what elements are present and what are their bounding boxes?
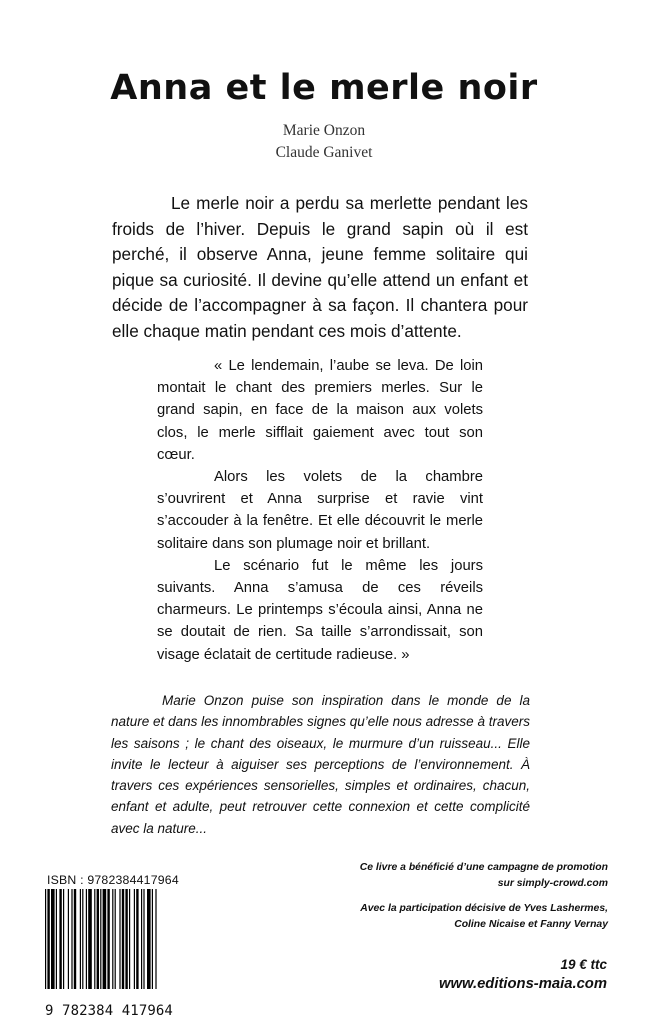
- participation-line: Coline Nicaise et Fanny Vernay: [454, 918, 608, 930]
- isbn-label: ISBN : 9782384417964: [47, 873, 179, 887]
- barcode-bar: [147, 889, 151, 989]
- barcode-bar: [152, 889, 153, 989]
- promotion-line: sur simply-crowd.com: [497, 877, 608, 889]
- participation-note: [288, 901, 608, 932]
- promotion-note: [288, 860, 608, 891]
- barcode-bar: [63, 889, 64, 989]
- barcode-bar: [125, 889, 127, 989]
- excerpt-paragraph: Alors les volets de la chambre s’ouvrirent et Anna surprise et ravie vint s’accouder à la fenêtre. Et elle découvrit le merle solitaire dans son plumage noir et brillant.: [157, 469, 483, 552]
- barcode-bar: [107, 889, 109, 989]
- barcode-bar: [59, 889, 61, 989]
- barcode-bar: [71, 889, 72, 989]
- promotion-line: Ce livre a bénéficié d’une campagne de promotion: [359, 862, 608, 873]
- book-title: Anna et le merle noir: [110, 68, 538, 108]
- barcode-bar: [136, 889, 138, 989]
- publisher-website: www.editions-maia.com: [438, 976, 607, 992]
- barcode-digits: 9 782384 417964: [45, 1003, 173, 1019]
- barcode-bar: [103, 889, 107, 989]
- author-bio: Marie Onzon puise son inspiration dans le monde de la nature et dans les innombrables signes qu’elle nous adresse à travers les saisons ; le chant des oiseaux, le murmure d’un ruisseau... Elle invite le lecteur à aiguiser ses perceptions de l’environnement. À travers ces expériences sensorielles, simples et ordinaires, chacun, enfant et adulte, peut retrouver cette connexion et cette complicité avec la nature...: [111, 693, 530, 836]
- summary-paragraph: Le merle noir a perdu sa merlette pendant les froids de l’hiver. Depuis le grand sapin où il est perché, il observe Anna, jeune femme solitaire qui pique sa curiosité. Il devine qu’elle attend un enfant et décide de l’accompagner à sa façon. Il chantera pour elle chaque matin pendant ces mois d’attente.: [112, 193, 528, 341]
- excerpt-paragraph: « Le lendemain, l’aube se leva. De loin montait le chant des premiers merles. Sur le grand sapin, en face de la maison aux volets clos, le merle sifflait gaiement avec tout son cœur.: [157, 358, 483, 463]
- price-label: 19 € ttc: [560, 957, 607, 972]
- barcode-bar: [80, 889, 81, 989]
- barcode-bar: [82, 889, 83, 989]
- barcode-bar: [86, 889, 87, 989]
- barcode-bar: [47, 889, 49, 989]
- barcode-bar: [97, 889, 99, 989]
- barcode-bar: [45, 889, 46, 989]
- participation-line: Avec la participation décisive de Yves Lashermes,: [360, 903, 608, 914]
- excerpt-paragraph: Le scénario fut le même les jours suivants. Anna s’amusa de ces réveils charmeurs. Le printemps s’écoula ainsi, Anna ne se doutait de rien. Sa taille s’arrondissait, son visage éclatait de certitude radieuse. »: [157, 557, 483, 663]
- author-name: Marie Onzon: [282, 122, 366, 139]
- barcode-bar: [51, 889, 55, 989]
- barcode-bar: [112, 889, 113, 989]
- barcode-image: [45, 889, 195, 989]
- barcode-bar: [115, 889, 116, 989]
- barcode-bar: [143, 889, 144, 989]
- barcode-bar: [68, 889, 69, 989]
- barcode-bar: [94, 889, 95, 989]
- barcode-bar: [88, 889, 92, 989]
- excerpt-quote: [157, 355, 483, 666]
- barcode-bar: [134, 889, 135, 989]
- barcode-bar: [122, 889, 124, 989]
- barcode-bar: [119, 889, 120, 989]
- barcode-bar: [141, 889, 142, 989]
- barcode-bar: [129, 889, 130, 989]
- barcode-bar: [155, 889, 156, 989]
- barcode-bar: [74, 889, 76, 989]
- author-name: Claude Ganivet: [275, 144, 373, 161]
- authors: [0, 120, 648, 164]
- barcode-bar: [100, 889, 101, 989]
- barcode-bar: [56, 889, 57, 989]
